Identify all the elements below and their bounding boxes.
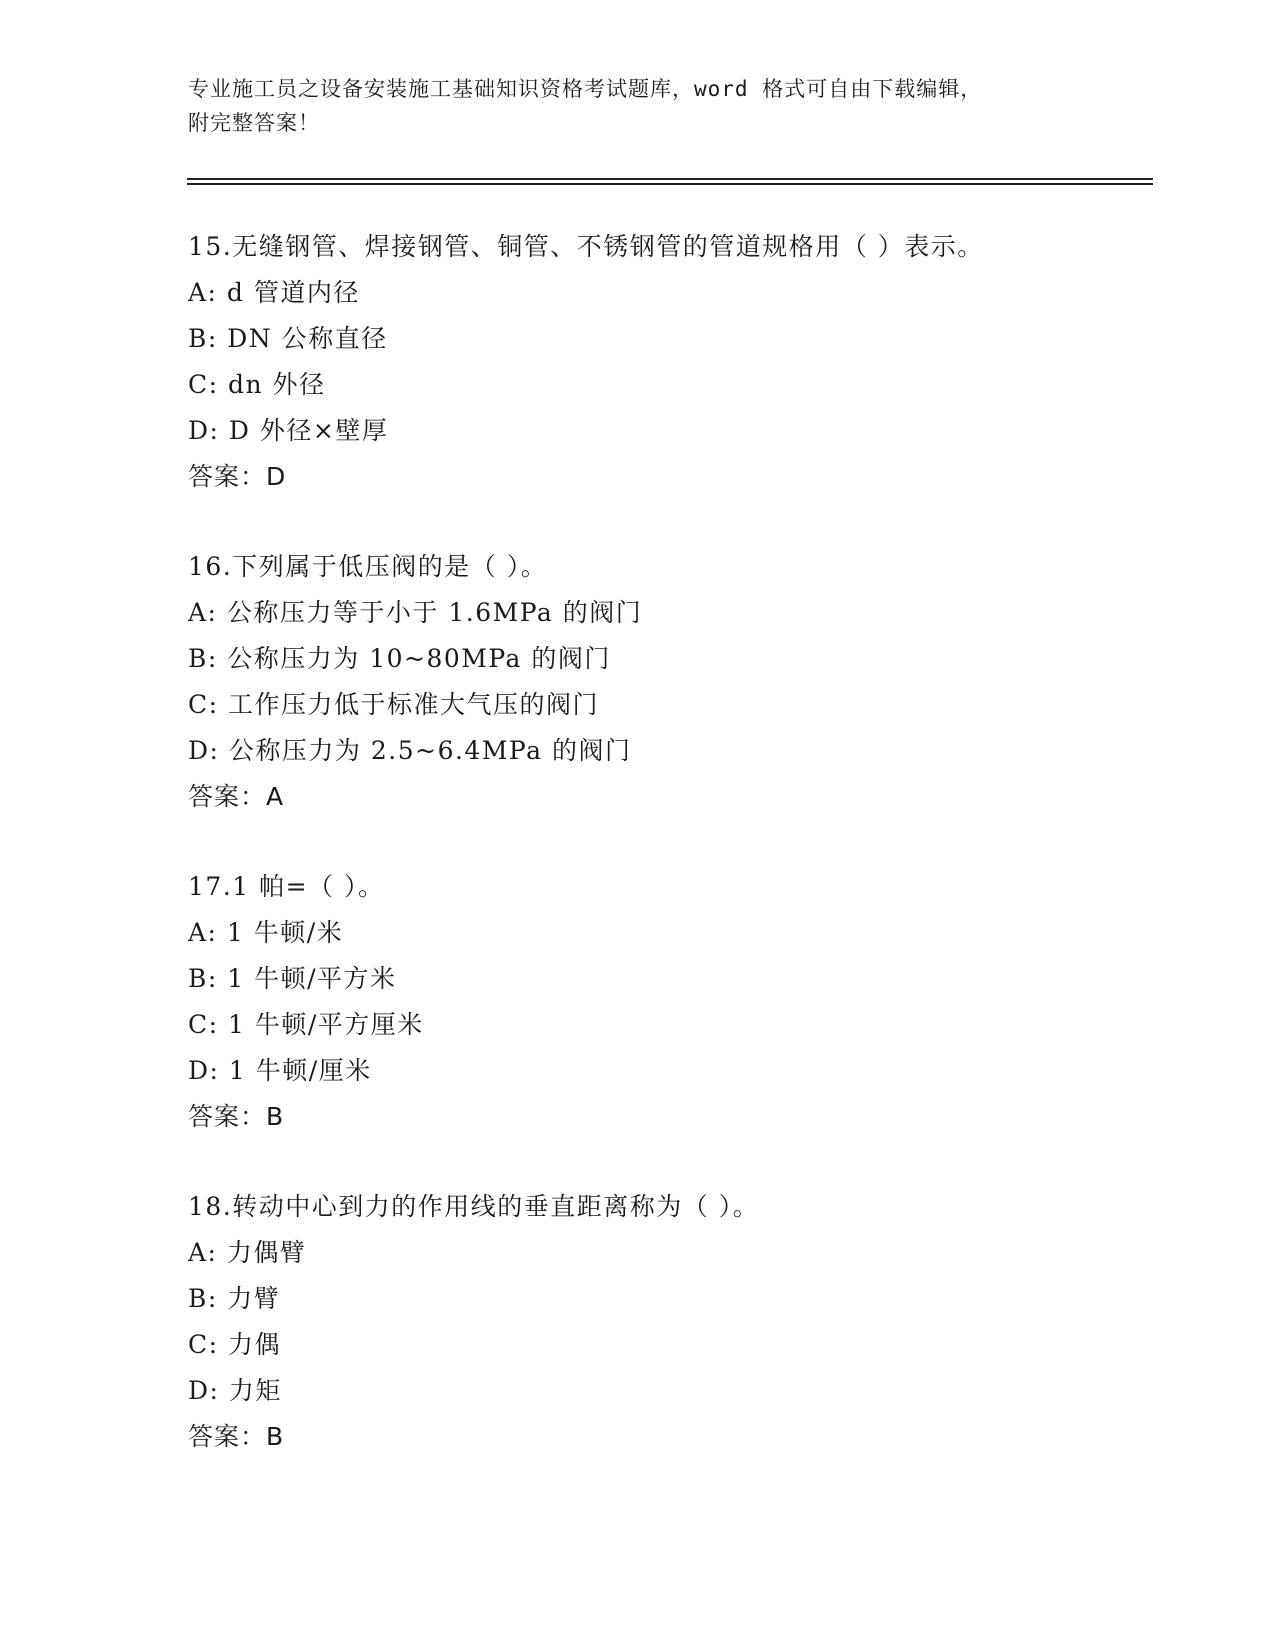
option-a: A: d 管道内径 (188, 278, 360, 307)
option-b: B: 力臂 (188, 1284, 281, 1313)
question-block (188, 544, 1148, 820)
header-divider-top (187, 178, 1153, 180)
question-stem: 18.转动中心到力的作用线的垂直距离称为（ ）。 (188, 1192, 760, 1221)
option-b: B: 公称压力为 10~80MPa 的阀门 (188, 644, 611, 673)
option-b: B: DN 公称直径 (188, 324, 388, 353)
option-c: C: 力偶 (188, 1330, 281, 1359)
header-line-1: 专业施工员之设备安装施工基础知识资格考试题库，word 格式可自由下载编辑， (188, 77, 983, 101)
question-stem: 15.无缝钢管、焊接钢管、铜管、不锈钢管的管道规格用（ ）表示。 (188, 232, 984, 261)
option-d: D: D 外径×壁厚 (188, 416, 389, 445)
question-stem: 16.下列属于低压阀的是（ ）。 (188, 552, 548, 581)
option-c: C: 工作压力低于标准大气压的阀门 (188, 690, 599, 719)
option-d: D: 力矩 (188, 1376, 282, 1405)
option-a: A: 1 牛顿/米 (188, 918, 344, 947)
question-stem: 17.1 帕=（ ）。 (188, 872, 385, 901)
option-a: A: 力偶臂 (188, 1238, 307, 1267)
question-block (188, 864, 1148, 1140)
answer-text: 答案：B (188, 1422, 285, 1451)
option-d: D: 1 牛顿/厘米 (188, 1056, 372, 1085)
option-d: D: 公称压力为 2.5~6.4MPa 的阀门 (188, 736, 632, 765)
question-block (188, 224, 1148, 500)
option-c: C: dn 外径 (188, 370, 326, 399)
header-line-2: 附完整答案！ (188, 111, 320, 135)
answer-text: 答案：B (188, 1102, 285, 1131)
question-block (188, 1184, 1148, 1460)
header-divider-bottom (187, 183, 1153, 185)
document-header (188, 72, 1088, 140)
answer-text: 答案：D (188, 462, 287, 491)
option-a: A: 公称压力等于小于 1.6MPa 的阀门 (188, 598, 643, 627)
option-b: B: 1 牛顿/平方米 (188, 964, 397, 993)
answer-text: 答案：A (188, 782, 285, 811)
option-c: C: 1 牛顿/平方厘米 (188, 1010, 424, 1039)
